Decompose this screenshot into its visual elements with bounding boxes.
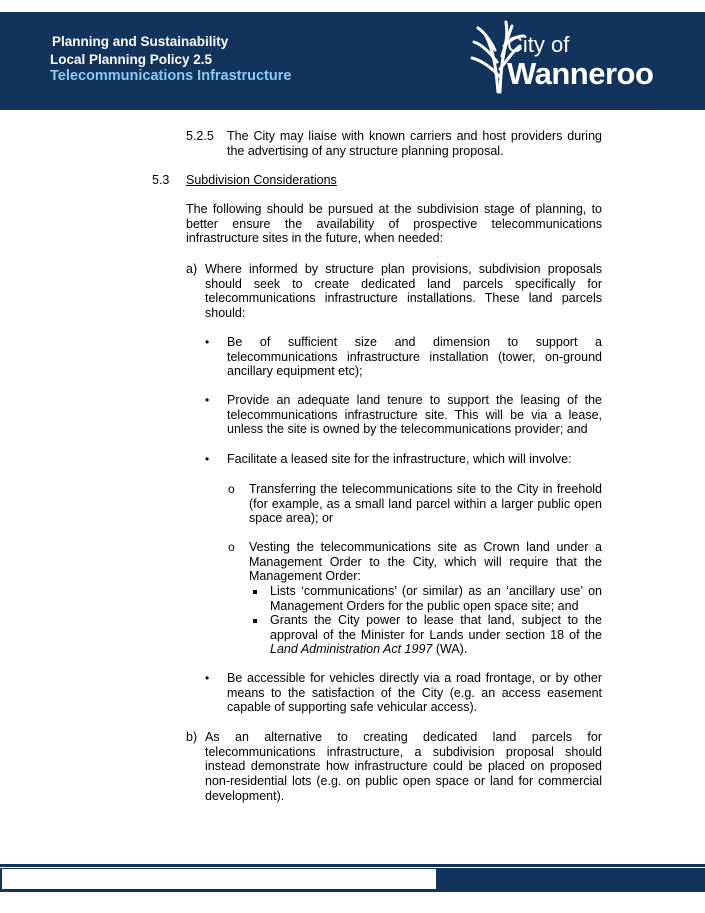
item-a-label: a) bbox=[186, 262, 198, 276]
square-bullet-icon bbox=[253, 590, 257, 594]
sub-bullet-1-text: Transferring the telecommunications site to the City in freehold (for example, as a small land parcel within a larger public open space area); or bbox=[249, 482, 602, 526]
square-bullet-2-before: Grants the City power to lease that land, subject to the approval of the Minister for Lands under section 18 of the bbox=[270, 613, 602, 642]
item-b-label: b) bbox=[186, 730, 198, 744]
square-bullet-2-text bbox=[270, 613, 602, 657]
square-bullet-1-text: Lists ‘communications’ (or similar) as an ‘ancillary use’ on Management Orders for the public open space site; and bbox=[270, 584, 602, 613]
bullet-2-text: Provide an adequate land tenure to support the leasing of the telecommunications infrastructure site. This will be via a lease, unless the site is owned by the telecommunications provider; and bbox=[227, 393, 602, 437]
circle-bullet-icon: o bbox=[228, 540, 235, 554]
square-bullet-icon bbox=[253, 619, 257, 623]
bullet-3-text: Facilitate a leased site for the infrastructure, which will involve: bbox=[227, 452, 572, 466]
intro-paragraph: The following should be pursued at the subdivision stage of planning, to better ensure the availability of prospective telecommunications infrastructure sites in the future, when needed: bbox=[186, 202, 602, 246]
header-department: Planning and Sustainability bbox=[52, 34, 229, 49]
item-a-text: Where informed by structure plan provisions, subdivision proposals should seek to create dedicated land parcels specifically for telecommunications infrastructure installations. These land parcels should: bbox=[205, 262, 602, 321]
section-number-5-3: 5.3 bbox=[152, 173, 170, 187]
item-b-text: As an alternative to creating dedicated land parcels for telecommunications infrastructure, a subdivision proposal should instead demonstrate how infrastructure could be placed on proposed non-residential lots (e.g. on public open space or land for commercial development). bbox=[205, 730, 602, 803]
sub-bullet-2-text: Vesting the telecommunications site as Crown land under a Management Order to the City, which will require that the Management Order: bbox=[249, 540, 602, 584]
header-policy-number: Local Planning Policy 2.5 bbox=[50, 52, 213, 67]
logo-wanneroo: Wanneroo bbox=[507, 56, 654, 91]
page-header bbox=[0, 12, 705, 110]
logo-city-of: City of bbox=[507, 32, 570, 57]
header-policy-title: Telecommunications Infrastructure bbox=[50, 68, 292, 84]
footer-white-panel bbox=[2, 869, 436, 889]
clause-number-5-2-5: 5.2.5 bbox=[186, 129, 214, 143]
section-heading: Subdivision Considerations bbox=[186, 173, 337, 187]
bullet-4-text: Be accessible for vehicles directly via a road frontage, or by other means to the satisfaction of the City (e.g. an access easement capable of supporting safe vehicular access). bbox=[227, 671, 602, 715]
bullet-icon: • bbox=[205, 671, 210, 685]
bullet-icon: • bbox=[205, 393, 210, 407]
bullet-icon: • bbox=[205, 335, 210, 349]
footer-divider bbox=[0, 864, 705, 867]
circle-bullet-icon: o bbox=[228, 482, 235, 496]
act-title: Land Administration Act 1997 bbox=[270, 642, 433, 657]
bullet-1-text: Be of sufficient size and dimension to support a telecommunications infrastructure installation (tower, on-ground ancillary equipment etc); bbox=[227, 335, 602, 379]
bullet-icon: • bbox=[205, 452, 210, 466]
clause-5-2-5-text: The City may liaise with known carriers and host providers during the advertising of any structure planning proposal. bbox=[227, 129, 602, 158]
square-bullet-2-after: (WA). bbox=[432, 642, 468, 657]
